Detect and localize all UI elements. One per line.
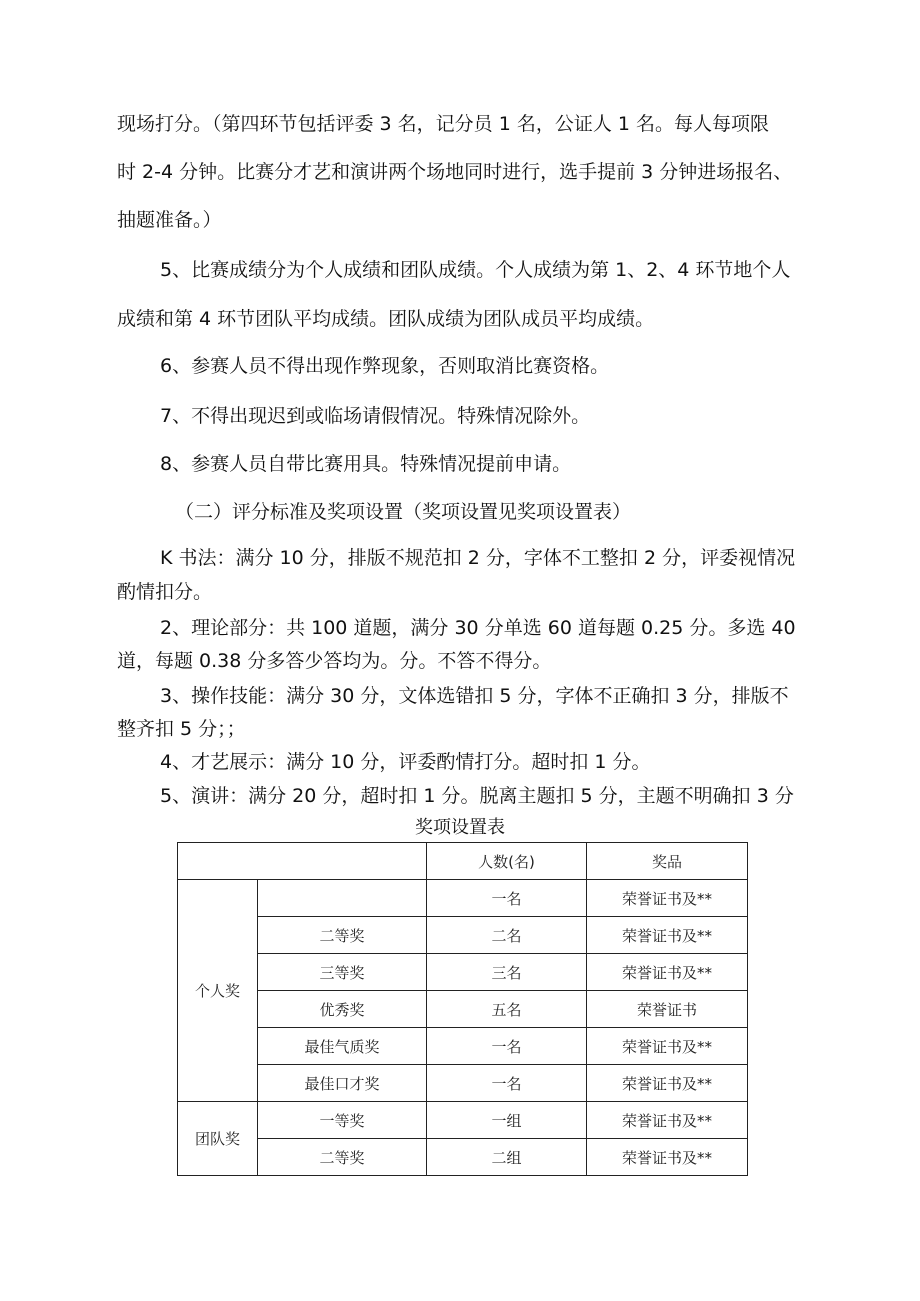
- award-name: 一等奖: [258, 1102, 427, 1139]
- table-row: [178, 1065, 748, 1102]
- rule-item-5-cont: 成绩和第 4 环节团队平均成绩。团队成绩为团队成员平均成绩。: [117, 308, 655, 330]
- award-name: 二等奖: [258, 917, 427, 954]
- table-row: [178, 917, 748, 954]
- award-prize: 荣誉证书及**: [587, 1139, 748, 1176]
- award-count: 一组: [427, 1102, 587, 1139]
- table-row: [178, 880, 748, 917]
- table-row: [178, 954, 748, 991]
- group-individual: 个人奖: [178, 880, 258, 1102]
- table-row: [178, 1028, 748, 1065]
- scoring-item-1: K 书法：满分 10 分，排版不规范扣 2 分，字体不工整扣 2 分，评委视情况: [160, 547, 796, 569]
- award-prize: 荣誉证书及**: [587, 954, 748, 991]
- award-name: 优秀奖: [258, 991, 427, 1028]
- scoring-item-5: 5、演讲：满分 20 分，超时扣 1 分。脱离主题扣 5 分，主题不明确扣 3 分: [160, 785, 794, 807]
- rule-item-8: 8、参赛人员自带比赛用具。特殊情况提前申请。: [160, 453, 572, 475]
- section-heading: （二）评分标准及奖项设置（奖项设置见奖项设置表）: [175, 501, 632, 523]
- award-count: 五名: [427, 991, 587, 1028]
- scoring-item-2-cont: 道，每题 0.38 分多答少答均为。分。不答不得分。: [117, 650, 552, 672]
- award-count: 一名: [427, 880, 587, 917]
- award-prize: 荣誉证书及**: [587, 1028, 748, 1065]
- award-count: 二组: [427, 1139, 587, 1176]
- table-row: [178, 991, 748, 1028]
- table-caption: 奖项设置表: [415, 817, 505, 838]
- rule-item-5: 5、比赛成绩分为个人成绩和团队成绩。个人成绩为第 1、2、4 环节地个人: [160, 259, 791, 281]
- awards-table: [177, 842, 748, 1176]
- table-row: [178, 1102, 748, 1139]
- award-name: 最佳气质奖: [258, 1028, 427, 1065]
- scoring-item-3-cont: 整齐扣 5 分；；: [117, 718, 246, 740]
- rules-paragraph-line: 现场打分。（第四环节包括评委 3 名，记分员 1 名，公证人 1 名。每人每项限: [117, 113, 770, 135]
- award-count: 二名: [427, 917, 587, 954]
- header-empty-cell: [178, 843, 427, 880]
- award-prize: 荣誉证书及**: [587, 1065, 748, 1102]
- award-name: 三等奖: [258, 954, 427, 991]
- rules-paragraph-line: 时 2-4 分钟。比赛分才艺和演讲两个场地同时进行，选手提前 3 分钟进场报名、: [117, 161, 793, 183]
- table-header-row: [178, 843, 748, 880]
- award-count: 三名: [427, 954, 587, 991]
- header-prize: 奖品: [587, 843, 748, 880]
- rules-paragraph-line: 抽题准备。）: [117, 209, 222, 231]
- award-prize: 荣誉证书及**: [587, 917, 748, 954]
- award-name: 最佳口才奖: [258, 1065, 427, 1102]
- table-row: [178, 1139, 748, 1176]
- award-prize: 荣誉证书及**: [587, 880, 748, 917]
- group-team: 团队奖: [178, 1102, 258, 1176]
- header-count: 人数(名): [427, 843, 587, 880]
- rule-item-7: 7、不得出现迟到或临场请假情况。特殊情况除外。: [160, 405, 591, 427]
- award-name: [258, 880, 427, 917]
- scoring-item-2: 2、理论部分：共 100 道题，满分 30 分单选 60 道每题 0.25 分。多选 40: [160, 617, 796, 639]
- award-count: 一名: [427, 1028, 587, 1065]
- award-name: 二等奖: [258, 1139, 427, 1176]
- scoring-item-3: 3、操作技能：满分 30 分，文体选错扣 5 分，字体不正确扣 3 分，排版不: [160, 685, 789, 707]
- award-count: 一名: [427, 1065, 587, 1102]
- rule-item-6: 6、参赛人员不得出现作弊现象，否则取消比赛资格。: [160, 355, 610, 377]
- scoring-item-4: 4、才艺展示：满分 10 分，评委酌情打分。超时扣 1 分。: [160, 751, 651, 773]
- scoring-item-1-cont: 酌情扣分。: [117, 581, 213, 603]
- award-prize: 荣誉证书及**: [587, 1102, 748, 1139]
- award-prize: 荣誉证书: [587, 991, 748, 1028]
